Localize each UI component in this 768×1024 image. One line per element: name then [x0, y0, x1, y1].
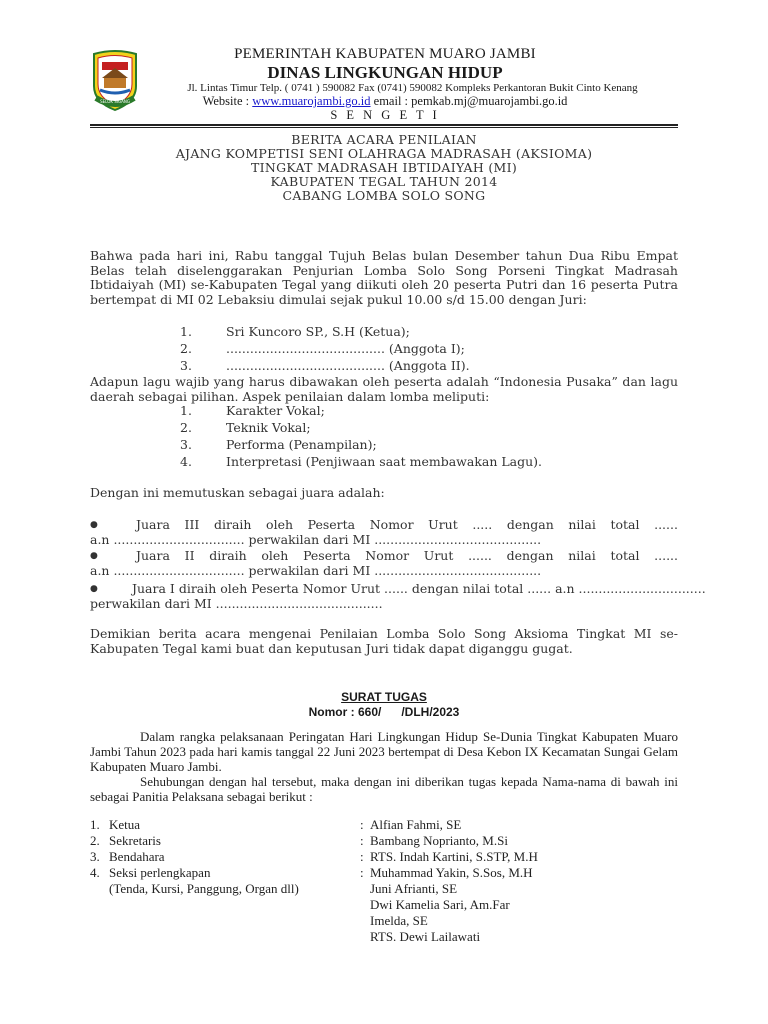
item-number: 1.: [180, 403, 192, 418]
panitia-row: 2. Sekretaris : Bambang Noprianto, M.Si: [90, 833, 508, 848]
closing-paragraph: Demikian berita acara mengenai Penilaian Lomba Solo Song Aksioma Tingkat MI se-Kabupaten Tegal kami buat dan keputusan Juri tidak dapat diganggu gugat.: [90, 626, 678, 656]
panitia-role: Bendahara: [109, 849, 165, 864]
bullet-icon: ●: [90, 520, 98, 530]
juara-line-2: a.n ................................. perwakilan dari MI ..........................................: [90, 562, 542, 578]
title-line: BERITA ACARA PENILAIAN: [291, 132, 477, 147]
panitia-row: [90, 897, 678, 913]
surat-tugas-paragraph-1: Dalam rangka pelaksanaan Peringatan Hari Lingkungan Hidup Se-Dunia Tingkat Kabupaten Muaro Jambi Tahun 2023 pada hari kamis tanggal 22 Juni 2023 bertempat di Desa Kebon IX Kecamatan Sungai Gelam Kabupaten Muaro Jambi.: [90, 729, 678, 774]
panitia-name: Bambang Noprianto, M.Si: [370, 833, 508, 848]
website-link[interactable]: www.muarojambi.go.id: [252, 94, 371, 108]
panitia-row: [90, 929, 678, 945]
item-text: Performa (Penampilan);: [226, 437, 377, 452]
juri-item: [90, 341, 678, 357]
surat-tugas-nomor: Nomor : 660/ /DLH/2023: [308, 705, 460, 719]
memutuskan-line: Dengan ini memutuskan sebagai juara adalah:: [90, 485, 385, 500]
panitia-row: [90, 881, 678, 897]
panitia-name: Juni Afrianti, SE: [370, 881, 458, 896]
website-label: Website :: [202, 94, 253, 108]
item-number: 2.: [180, 420, 192, 435]
address-line: Jl. Lintas Timur Telp. ( 0741 ) 590082 Fax (0741) 590082 Kompleks Perkantoran Bukit Cinto Kenang: [187, 82, 638, 94]
panitia-name: Alfian Fahmi, SE: [370, 817, 462, 832]
surat-tugas-paragraph-2: Sehubungan dengan hal tersebut, maka dengan ini diberikan tugas kepada Nama-nama di bawah ini sebagai Panitia Pelaksana sebagai berikut :: [90, 774, 678, 804]
panitia-name: RTS. Dewi Lailawati: [370, 929, 481, 944]
aspek-item: [90, 454, 678, 470]
item-number: 3.: [180, 358, 192, 373]
item-text: ........................................ (Anggota II).: [226, 358, 470, 373]
letterhead-divider: [90, 124, 678, 126]
panitia-row: [90, 913, 678, 929]
bullet-icon: ●: [90, 551, 98, 561]
city-name: S E N G E T I: [330, 108, 440, 122]
panitia-row: 4. Seksi perlengkapan : Muhammad Yakin, S.Sos, M.H: [90, 865, 533, 880]
juara-line: Juara I diraih oleh Peserta Nomor Urut ...... dengan nilai total ...... a.n ................................: [132, 581, 706, 596]
panitia-role: Sekretaris: [109, 833, 161, 848]
aspek-item: [90, 437, 678, 453]
juara-item: [90, 518, 678, 547]
panitia-name: Dwi Kamelia Sari, Am.Far: [370, 897, 510, 912]
regency-crest-icon: [88, 48, 142, 112]
item-number: 3.: [180, 437, 192, 452]
gov-name: PEMERINTAH KABUPATEN MUARO JAMBI: [234, 46, 536, 62]
aspek-item: [90, 420, 678, 436]
juara-line-2: perwakilan dari MI ..........................................: [90, 595, 383, 611]
item-text: Teknik Vokal;: [226, 420, 311, 435]
panitia-name: Muhammad Yakin, S.Sos, M.H: [370, 865, 533, 880]
item-text: Karakter Vokal;: [226, 403, 325, 418]
item-text: Interpretasi (Penjiwaan saat membawakan Lagu).: [226, 454, 543, 469]
bullet-icon: ●: [90, 584, 98, 594]
email-address: pemkab.mj@muarojambi.go.id: [411, 94, 568, 108]
juri-item: [90, 358, 678, 374]
document-title: [90, 133, 678, 203]
item-text: ........................................ (Anggota I);: [226, 341, 465, 356]
panitia-role: Ketua: [109, 817, 141, 832]
panitia-row: 3. Bendahara : RTS. Indah Kartini, S.STP, M.H: [90, 849, 538, 864]
juara-item: [90, 549, 678, 578]
juara-line: Juara III diraih oleh Peserta Nomor Urut ..... dengan nilai total ......: [136, 517, 678, 532]
panitia-name: Imelda, SE: [370, 913, 428, 928]
panitia-role: Seksi perlengkapan: [109, 865, 211, 880]
item-number: 4.: [180, 454, 192, 469]
panitia-name: RTS. Indah Kartini, S.STP, M.H: [370, 849, 538, 864]
letterhead-divider-thin: [90, 127, 678, 128]
email-label: email :: [370, 94, 412, 108]
juri-item: [90, 324, 678, 340]
item-number: 1.: [180, 324, 192, 339]
panitia-row: 1. Ketua : Alfian Fahmi, SE: [90, 817, 462, 832]
lagu-paragraph: Adapun lagu wajib yang harus dibawakan oleh peserta adalah “Indonesia Pusaka” dan lagu daerah sebagai pilihan. Aspek penilaian dalam lomba meliputi:: [90, 374, 678, 404]
agency-name: DINAS LINGKUNGAN HIDUP: [267, 63, 503, 82]
juara-line: Juara II diraih oleh Peserta Nomor Urut ...... dengan nilai total ......: [136, 548, 678, 563]
intro-paragraph: Bahwa pada hari ini, Rabu tanggal Tujuh Belas bulan Desember tahun Dua Ribu Empat Belas telah diselenggarakan Penjurian Lomba Solo Song Porseni Tingkat Madrasah Ibtidaiyah (MI) se-Kabupaten Tegal yang diikuti oleh 20 peserta Putri dan 16 peserta Putra bertempat di MI 02 Lebaksiu dimulai sejak pukul 10.00 s/d 15.00 dengan Juri:: [90, 248, 678, 307]
title-line: AJANG KOMPETISI SENI OLAHRAGA MADRASAH (AKSIOMA): [175, 146, 593, 161]
title-line: KABUPATEN TEGAL TAHUN 2014: [270, 174, 498, 189]
title-line: CABANG LOMBA SOLO SONG: [282, 188, 486, 203]
crest-motto: SELOK SIGANG: [100, 99, 130, 104]
aspek-item: [90, 403, 678, 419]
juara-line-2: a.n ................................. perwakilan dari MI ..........................................: [90, 531, 542, 547]
contact-line: [150, 94, 620, 109]
item-text: Sri Kuncoro SP., S.H (Ketua);: [226, 324, 410, 339]
panitia-role: (Tenda, Kursi, Panggung, Organ dll): [109, 881, 299, 896]
title-line: TINGKAT MADRASAH IBTIDAIYAH (MI): [250, 160, 518, 175]
surat-tugas-title: SURAT TUGAS: [341, 690, 427, 704]
juara-item: [90, 581, 706, 611]
item-number: 2.: [180, 341, 192, 356]
